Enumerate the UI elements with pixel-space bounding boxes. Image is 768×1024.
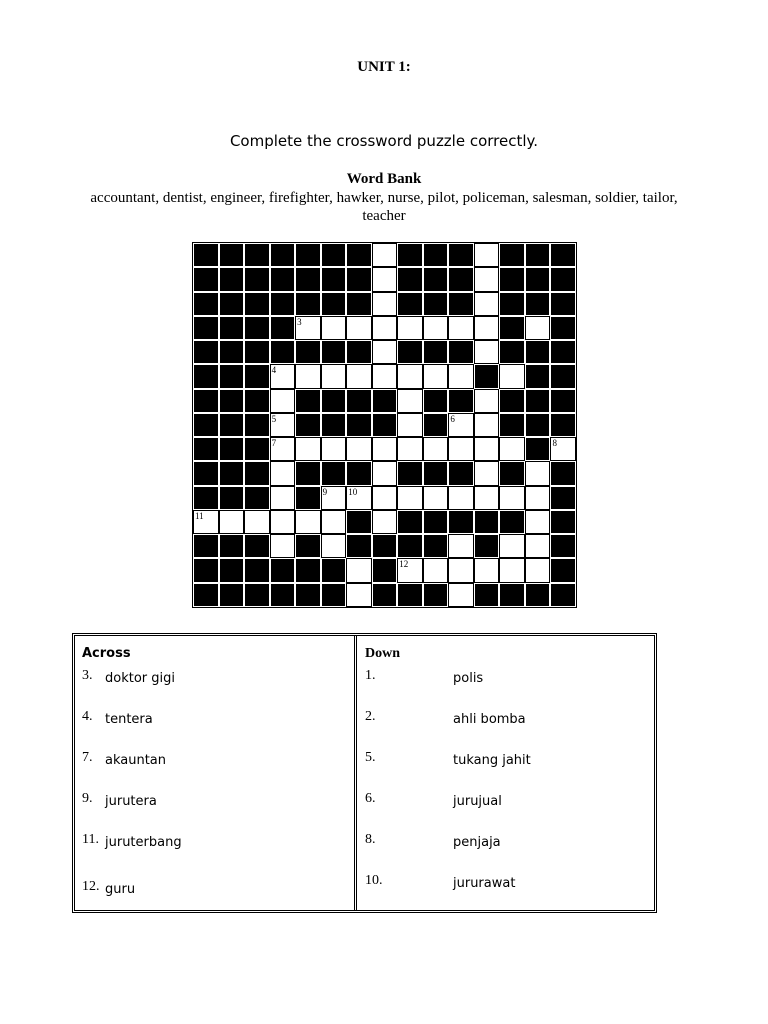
grid-cell[interactable] — [321, 510, 347, 534]
clue-across-4 — [75, 709, 354, 731]
clue-text: doktor gigi — [105, 671, 175, 686]
grid-cell-blocked — [423, 534, 449, 558]
grid-cell-blocked — [244, 243, 270, 267]
grid-cell-blocked — [219, 413, 245, 437]
grid-cell-blocked — [321, 413, 347, 437]
clue-text: juruterbang — [105, 835, 182, 850]
clue-down-10 — [360, 873, 654, 895]
word-bank-title: Word Bank — [346, 171, 422, 187]
grid-cell[interactable] — [321, 534, 347, 558]
cell-number: 10 — [348, 486, 358, 497]
grid-cell[interactable] — [499, 437, 525, 461]
grid-cell-blocked — [499, 583, 525, 607]
grid-cell[interactable] — [499, 486, 525, 510]
grid-cell-blocked — [423, 243, 449, 267]
grid-cell-blocked — [499, 316, 525, 340]
grid-cell-blocked — [397, 534, 423, 558]
grid-cell[interactable] — [397, 389, 423, 413]
clue-text: tukang jahit — [453, 753, 531, 768]
grid-cell-blocked — [270, 267, 296, 291]
clue-text: jurutera — [105, 794, 157, 809]
clue-number: 9. — [82, 791, 93, 806]
grid-cell-blocked — [499, 510, 525, 534]
grid-cell-blocked — [372, 534, 398, 558]
grid-cell-blocked — [423, 583, 449, 607]
instruction-text: Complete the crossword puzzle correctly. — [229, 132, 539, 150]
clue-text: tentera — [105, 712, 153, 727]
grid-cell-blocked — [397, 340, 423, 364]
grid-cell[interactable] — [397, 486, 423, 510]
grid-cell[interactable] — [448, 316, 474, 340]
grid-cell[interactable] — [474, 461, 500, 485]
grid-cell-blocked — [474, 364, 500, 388]
grid-cell[interactable] — [397, 364, 423, 388]
cell-number: 6 — [450, 413, 455, 424]
grid-cell-blocked — [372, 389, 398, 413]
grid-cell[interactable] — [270, 461, 296, 485]
grid-cell-blocked — [372, 558, 398, 582]
cell-number: 4 — [271, 365, 277, 376]
grid-cell-blocked — [474, 510, 500, 534]
grid-cell[interactable] — [525, 558, 551, 582]
grid-cell-blocked — [270, 243, 296, 267]
grid-cell[interactable] — [372, 316, 398, 340]
clue-text: penjaja — [453, 835, 501, 850]
grid-cell-blocked — [525, 413, 551, 437]
grid-cell[interactable] — [321, 364, 347, 388]
grid-cell[interactable] — [525, 316, 551, 340]
grid-cell-blocked — [423, 340, 449, 364]
grid-cell-blocked — [219, 340, 245, 364]
grid-cell-blocked — [270, 340, 296, 364]
clues-table — [72, 633, 657, 913]
grid-cell-blocked — [295, 486, 321, 510]
grid-cell[interactable] — [372, 364, 398, 388]
grid-cell-blocked — [550, 461, 576, 485]
grid-cell-blocked — [244, 437, 270, 461]
clue-across-9 — [75, 791, 354, 813]
grid-cell-blocked — [295, 267, 321, 291]
grid-cell-blocked — [499, 461, 525, 485]
grid-cell-blocked — [525, 364, 551, 388]
clue-text: jurujual — [453, 794, 502, 809]
grid-cell[interactable] — [474, 437, 500, 461]
grid-cell[interactable] — [270, 534, 296, 558]
grid-cell-blocked — [550, 413, 576, 437]
grid-cell-blocked — [193, 558, 219, 582]
grid-cell-blocked — [193, 364, 219, 388]
grid-cell[interactable] — [423, 364, 449, 388]
grid-cell[interactable] — [474, 316, 500, 340]
grid-cell-blocked — [550, 534, 576, 558]
grid-cell[interactable] — [372, 510, 398, 534]
grid-cell[interactable] — [474, 243, 500, 267]
grid-cell[interactable] — [423, 486, 449, 510]
grid-cell[interactable] — [372, 461, 398, 485]
grid-cell[interactable] — [397, 316, 423, 340]
grid-cell-blocked — [448, 243, 474, 267]
grid-cell[interactable] — [474, 486, 500, 510]
clue-text: ahli bomba — [453, 712, 526, 727]
grid-cell-blocked — [193, 437, 219, 461]
grid-cell[interactable] — [397, 413, 423, 437]
clue-across-7 — [75, 750, 354, 772]
grid-cell[interactable] — [244, 510, 270, 534]
grid-cell-blocked — [499, 267, 525, 291]
grid-cell-blocked — [321, 389, 347, 413]
cell-number: 5 — [271, 413, 277, 424]
grid-cell-blocked — [525, 437, 551, 461]
grid-cell-blocked — [346, 413, 372, 437]
grid-cell[interactable] — [295, 510, 321, 534]
grid-cell-blocked — [550, 486, 576, 510]
crossword-grid — [192, 242, 577, 608]
clue-down-2 — [360, 709, 654, 731]
grid-cell[interactable] — [525, 486, 551, 510]
grid-cell-blocked — [295, 413, 321, 437]
grid-cell-blocked — [550, 267, 576, 291]
grid-cell-blocked — [525, 243, 551, 267]
grid-cell[interactable] — [448, 534, 474, 558]
word-bank-list: accountant, dentist, engineer, firefighter, hawker, nurse, pilot, policeman, salesman, soldier, tailor, teacher — [90, 190, 678, 224]
grid-cell-blocked — [550, 316, 576, 340]
grid-cell-blocked — [219, 267, 245, 291]
grid-cell[interactable] — [270, 413, 296, 437]
grid-cell-blocked — [346, 243, 372, 267]
clue-number: 8. — [365, 832, 376, 847]
grid-cell-blocked — [219, 486, 245, 510]
grid-cell-blocked — [193, 389, 219, 413]
grid-cell-blocked — [448, 461, 474, 485]
grid-cell-blocked — [295, 534, 321, 558]
grid-cell[interactable] — [448, 558, 474, 582]
grid-cell-blocked — [219, 437, 245, 461]
grid-cell-blocked — [244, 316, 270, 340]
grid-cell-blocked — [499, 243, 525, 267]
grid-cell-blocked — [550, 243, 576, 267]
clue-number: 10. — [365, 873, 383, 888]
grid-cell-blocked — [244, 583, 270, 607]
grid-cell-blocked — [474, 583, 500, 607]
grid-cell[interactable] — [474, 389, 500, 413]
grid-cell-blocked — [270, 316, 296, 340]
grid-cell-blocked — [499, 389, 525, 413]
grid-cell-blocked — [321, 292, 347, 316]
grid-cell[interactable] — [270, 364, 296, 388]
grid-cell-blocked — [397, 243, 423, 267]
across-heading: Across — [82, 646, 131, 661]
grid-cell[interactable] — [474, 558, 500, 582]
unit-title: UNIT 1: — [357, 59, 411, 75]
grid-cell-blocked — [423, 461, 449, 485]
clue-down-1 — [360, 668, 654, 690]
grid-cell[interactable] — [448, 413, 474, 437]
grid-cell[interactable] — [295, 437, 321, 461]
clue-down-5 — [360, 750, 654, 772]
grid-cell-blocked — [474, 534, 500, 558]
grid-cell[interactable] — [372, 267, 398, 291]
grid-cell-blocked — [193, 486, 219, 510]
grid-cell-blocked — [270, 583, 296, 607]
grid-cell[interactable] — [474, 413, 500, 437]
grid-cell[interactable] — [499, 558, 525, 582]
clue-text: jururawat — [453, 876, 516, 891]
grid-cell[interactable] — [423, 316, 449, 340]
grid-cell-blocked — [423, 267, 449, 291]
grid-cell-blocked — [321, 461, 347, 485]
clue-down-6 — [360, 791, 654, 813]
grid-cell-blocked — [346, 340, 372, 364]
cell-number: 8 — [552, 438, 557, 449]
grid-cell-blocked — [346, 389, 372, 413]
grid-cell-blocked — [244, 267, 270, 291]
grid-cell-blocked — [397, 510, 423, 534]
grid-cell[interactable] — [270, 486, 296, 510]
grid-cell[interactable] — [346, 364, 372, 388]
grid-cell[interactable] — [372, 486, 398, 510]
grid-cell-blocked — [550, 389, 576, 413]
grid-cell[interactable] — [219, 510, 245, 534]
grid-cell-blocked — [321, 558, 347, 582]
grid-cell-blocked — [397, 583, 423, 607]
grid-cell-blocked — [219, 316, 245, 340]
grid-cell-blocked — [550, 292, 576, 316]
grid-cell-blocked — [550, 558, 576, 582]
grid-cell[interactable] — [525, 534, 551, 558]
grid-cell[interactable] — [372, 437, 398, 461]
grid-cell-blocked — [423, 292, 449, 316]
cell-number: 12 — [399, 559, 409, 570]
grid-cell-blocked — [244, 461, 270, 485]
grid-cell[interactable] — [295, 364, 321, 388]
clue-number: 7. — [82, 750, 93, 765]
grid-cell[interactable] — [372, 292, 398, 316]
grid-cell[interactable] — [525, 510, 551, 534]
grid-cell-blocked — [295, 292, 321, 316]
grid-cell-blocked — [193, 583, 219, 607]
grid-cell-blocked — [295, 461, 321, 485]
grid-cell-blocked — [499, 340, 525, 364]
clue-number: 5. — [365, 750, 376, 765]
grid-cell-blocked — [525, 340, 551, 364]
grid-cell-blocked — [193, 461, 219, 485]
grid-cell[interactable] — [295, 316, 321, 340]
clue-number: 3. — [82, 668, 93, 683]
grid-cell[interactable] — [423, 558, 449, 582]
grid-cell-blocked — [550, 510, 576, 534]
grid-cell[interactable] — [397, 558, 423, 582]
clue-number: 6. — [365, 791, 376, 806]
grid-cell[interactable] — [321, 316, 347, 340]
grid-cell-blocked — [219, 364, 245, 388]
grid-cell-blocked — [219, 583, 245, 607]
grid-cell-blocked — [448, 340, 474, 364]
grid-cell-blocked — [499, 292, 525, 316]
grid-cell-blocked — [193, 413, 219, 437]
grid-cell-blocked — [244, 534, 270, 558]
grid-cell[interactable] — [321, 437, 347, 461]
grid-cell[interactable] — [346, 437, 372, 461]
clue-text: akauntan — [105, 753, 167, 768]
grid-cell-blocked — [193, 292, 219, 316]
clue-number: 12. — [82, 879, 100, 894]
cell-number: 3 — [297, 316, 302, 327]
grid-cell-blocked — [448, 267, 474, 291]
cell-number: 2 — [501, 244, 506, 254]
grid-cell[interactable] — [346, 583, 372, 607]
grid-cell-blocked — [448, 510, 474, 534]
grid-cell[interactable] — [448, 364, 474, 388]
grid-cell-blocked — [244, 389, 270, 413]
grid-cell-blocked — [448, 292, 474, 316]
grid-cell-blocked — [372, 583, 398, 607]
grid-cell-blocked — [244, 558, 270, 582]
grid-cell-blocked — [193, 243, 219, 267]
grid-cell-blocked — [397, 292, 423, 316]
grid-cell-blocked — [295, 558, 321, 582]
grid-cell-blocked — [270, 558, 296, 582]
grid-cell[interactable] — [448, 437, 474, 461]
grid-cell-blocked — [550, 364, 576, 388]
grid-cell-blocked — [346, 534, 372, 558]
grid-cell-blocked — [295, 243, 321, 267]
grid-cell[interactable] — [499, 364, 525, 388]
grid-cell-blocked — [244, 340, 270, 364]
down-column — [360, 636, 654, 910]
grid-cell-blocked — [499, 413, 525, 437]
cell-number: 7 — [271, 438, 277, 449]
grid-cell-blocked — [244, 292, 270, 316]
grid-cell[interactable] — [499, 534, 525, 558]
grid-cell-blocked — [525, 267, 551, 291]
grid-cell-blocked — [295, 389, 321, 413]
grid-cell[interactable] — [474, 340, 500, 364]
grid-cell[interactable] — [448, 583, 474, 607]
grid-cell-blocked — [321, 583, 347, 607]
grid-cell-blocked — [193, 340, 219, 364]
grid-cell[interactable] — [270, 510, 296, 534]
grid-cell-blocked — [321, 340, 347, 364]
grid-cell-blocked — [397, 267, 423, 291]
grid-cell-blocked — [423, 510, 449, 534]
across-column — [75, 636, 357, 910]
clue-number: 2. — [365, 709, 376, 724]
grid-cell-blocked — [346, 510, 372, 534]
grid-cell-blocked — [525, 389, 551, 413]
grid-cell-blocked — [193, 316, 219, 340]
grid-cell-blocked — [219, 534, 245, 558]
grid-cell-blocked — [346, 292, 372, 316]
grid-cell-blocked — [244, 413, 270, 437]
clue-across-11 — [75, 832, 354, 854]
down-heading: Down — [365, 646, 401, 661]
cell-number: 9 — [322, 486, 328, 497]
clue-number: 11. — [82, 832, 99, 847]
grid-cell-blocked — [244, 364, 270, 388]
grid-cell[interactable] — [270, 437, 296, 461]
grid-cell-blocked — [525, 292, 551, 316]
clue-text: guru — [105, 882, 136, 897]
grid-cell-blocked — [219, 461, 245, 485]
grid-cell-blocked — [397, 461, 423, 485]
grid-cell[interactable] — [397, 437, 423, 461]
grid-cell-blocked — [346, 461, 372, 485]
grid-cell[interactable] — [448, 486, 474, 510]
grid-cell[interactable] — [474, 267, 500, 291]
grid-cell[interactable] — [550, 437, 576, 461]
grid-cell-blocked — [219, 243, 245, 267]
clue-down-8 — [360, 832, 654, 854]
clue-text: polis — [453, 671, 484, 686]
grid-cell[interactable] — [423, 437, 449, 461]
grid-cell-blocked — [525, 583, 551, 607]
grid-cell-blocked — [219, 292, 245, 316]
grid-cell-blocked — [270, 292, 296, 316]
grid-cell[interactable] — [346, 316, 372, 340]
grid-cell-blocked — [193, 267, 219, 291]
grid-cell-blocked — [423, 389, 449, 413]
clue-number: 1. — [365, 668, 376, 683]
grid-cell[interactable] — [321, 486, 347, 510]
cell-number: 11 — [195, 510, 204, 521]
grid-cell-blocked — [321, 267, 347, 291]
grid-cell-blocked — [346, 267, 372, 291]
clue-across-3 — [75, 668, 354, 690]
grid-cell-blocked — [244, 486, 270, 510]
grid-cell-blocked — [295, 583, 321, 607]
grid-cell[interactable] — [193, 510, 219, 534]
grid-cell-blocked — [295, 340, 321, 364]
grid-cell-blocked — [372, 413, 398, 437]
grid-cell[interactable] — [372, 243, 398, 267]
grid-cell-blocked — [550, 340, 576, 364]
grid-cell-blocked — [550, 583, 576, 607]
grid-cell-blocked — [219, 389, 245, 413]
grid-cell[interactable] — [372, 340, 398, 364]
grid-cell[interactable] — [270, 389, 296, 413]
grid-cell[interactable] — [474, 292, 500, 316]
grid-cell-blocked — [448, 389, 474, 413]
grid-cell-blocked — [423, 413, 449, 437]
grid-cell-blocked — [219, 558, 245, 582]
grid-cell[interactable] — [346, 486, 372, 510]
grid-cell-blocked — [321, 243, 347, 267]
clue-number: 4. — [82, 709, 93, 724]
grid-cell[interactable] — [346, 558, 372, 582]
clue-across-12 — [75, 879, 354, 901]
grid-cell-blocked — [193, 534, 219, 558]
cell-number: 1 — [399, 244, 404, 254]
grid-cell[interactable] — [525, 461, 551, 485]
